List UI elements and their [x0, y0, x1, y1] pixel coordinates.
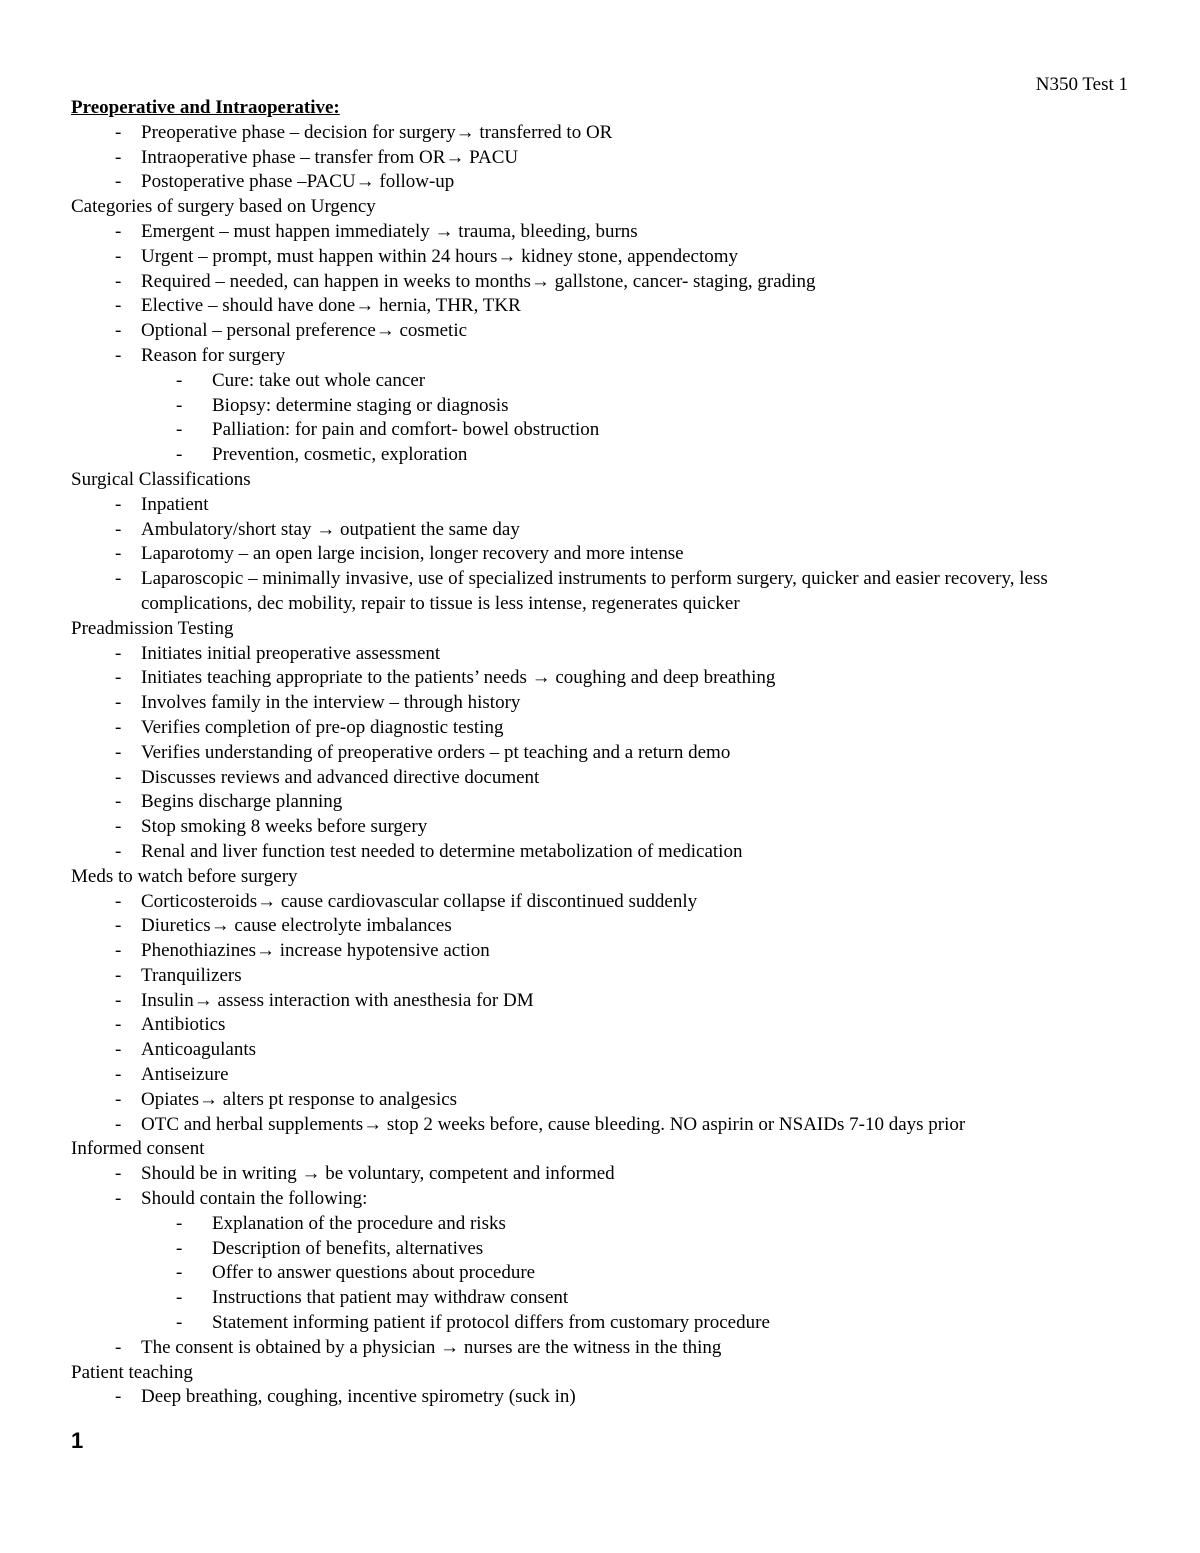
line-text: Description of benefits, alternatives	[212, 1237, 484, 1259]
notes-body	[71, 96, 1131, 1410]
bullet-dash: -	[115, 1064, 122, 1086]
line-text: Explanation of the procedure and risks	[212, 1212, 506, 1234]
line-text: Initiates initial preoperative assessment	[141, 642, 441, 664]
line-text: Meds to watch before surgery	[71, 865, 298, 887]
line-text: Renal and liver function test needed to determine metabolization of medication	[141, 840, 743, 862]
list-item	[71, 1113, 1131, 1138]
list-item	[71, 1013, 1131, 1038]
list-item	[71, 493, 1131, 518]
line-text: Involves family in the interview – through history	[141, 692, 521, 714]
list-item	[71, 220, 1131, 245]
section-title	[71, 96, 1131, 121]
bullet-dash: -	[176, 1237, 183, 1259]
bullet-dash: -	[115, 320, 122, 342]
list-item	[71, 1385, 1131, 1410]
line-text: Verifies completion of pre-op diagnostic testing	[141, 716, 504, 738]
sub-list-item	[71, 1212, 1131, 1237]
line-text: Statement informing patient if protocol differs from customary procedure	[212, 1312, 770, 1334]
bullet-dash: -	[115, 1014, 122, 1036]
list-item	[71, 1162, 1131, 1187]
line-text: Tranquilizers	[141, 964, 242, 986]
list-item	[71, 766, 1131, 791]
bullet-dash: -	[176, 419, 183, 441]
line-text: Informed consent	[71, 1138, 205, 1160]
sub-list-item	[71, 1237, 1131, 1262]
bullet-dash: -	[115, 940, 122, 962]
line-text: Phenothiazines→ increase hypotensive action	[141, 940, 490, 962]
bullet-dash: -	[115, 1039, 122, 1061]
bullet-dash: -	[115, 1336, 122, 1358]
list-item	[71, 1088, 1131, 1113]
sub-list-item	[71, 369, 1131, 394]
page-header: N350 Test 1	[1035, 74, 1128, 95]
bullet-dash: -	[115, 840, 122, 862]
list-item	[71, 542, 1131, 567]
bullet-dash: -	[115, 146, 122, 168]
line-text: Laparoscopic – minimally invasive, use of specialized instruments to perform surgery, quicker and easier recovery, less complications, dec mobility, repair to tissue is less intense, regenerates quicker	[141, 568, 1048, 614]
list-item	[71, 170, 1131, 195]
line-text: Prevention, cosmetic, exploration	[212, 444, 468, 466]
bullet-dash: -	[115, 716, 122, 738]
list-item	[71, 741, 1131, 766]
bullet-dash: -	[176, 369, 183, 391]
bullet-dash: -	[115, 667, 122, 689]
line-text: Should be in writing → be voluntary, competent and informed	[141, 1163, 615, 1185]
bullet-dash: -	[176, 1262, 183, 1284]
list-item	[71, 245, 1131, 270]
bullet-dash: -	[115, 890, 122, 912]
line-text: Intraoperative phase – transfer from OR→ PACU	[141, 146, 519, 168]
line-text: Reason for surgery	[141, 344, 286, 366]
bullet-dash: -	[115, 791, 122, 813]
line-text: Patient teaching	[71, 1361, 193, 1383]
line-text: Anticoagulants	[141, 1039, 257, 1061]
sub-list-item	[71, 394, 1131, 419]
list-item	[71, 1063, 1131, 1088]
list-item	[71, 989, 1131, 1014]
bullet-dash: -	[176, 1312, 183, 1334]
line-text: Begins discharge planning	[141, 791, 343, 813]
list-item	[71, 270, 1131, 295]
list-item	[71, 146, 1131, 171]
line-text: Required – needed, can happen in weeks to months→ gallstone, cancer- staging, grading	[141, 270, 816, 292]
line-text: Antibiotics	[141, 1014, 226, 1036]
line-text: Opiates→ alters pt response to analgesics	[141, 1088, 458, 1110]
line-text: Optional – personal preference→ cosmetic	[141, 320, 468, 342]
bullet-dash: -	[176, 444, 183, 466]
line-text: Cure: take out whole cancer	[212, 369, 426, 391]
line-text: Antiseizure	[141, 1064, 229, 1086]
bullet-dash: -	[115, 1113, 122, 1135]
bullet-dash: -	[115, 245, 122, 267]
list-item	[71, 939, 1131, 964]
bullet-dash: -	[176, 394, 183, 416]
list-item	[71, 1038, 1131, 1063]
line-text: Elective – should have done→ hernia, THR, TKR	[141, 295, 521, 317]
line-text: Verifies understanding of preoperative orders – pt teaching and a return demo	[141, 741, 731, 763]
bullet-dash: -	[115, 270, 122, 292]
list-item	[71, 691, 1131, 716]
list-item	[71, 716, 1131, 741]
line-text: Ambulatory/short stay → outpatient the same day	[141, 518, 520, 540]
bullet-dash: -	[115, 915, 122, 937]
line-text: Should contain the following:	[141, 1188, 368, 1210]
list-item	[71, 964, 1131, 989]
page-number: 1	[71, 1428, 84, 1453]
bullet-dash: -	[115, 543, 122, 565]
bullet-dash: -	[115, 1386, 122, 1408]
line-text: Biopsy: determine staging or diagnosis	[212, 394, 509, 416]
bullet-dash: -	[115, 964, 122, 986]
sub-list-item	[71, 1261, 1131, 1286]
line-text: Instructions that patient may withdraw consent	[212, 1287, 569, 1309]
list-item	[71, 344, 1131, 369]
line-text: Categories of surgery based on Urgency	[71, 196, 376, 218]
line-text: Laparotomy – an open large incision, longer recovery and more intense	[141, 543, 684, 565]
line-text: Preadmission Testing	[71, 617, 234, 639]
bullet-dash: -	[115, 171, 122, 193]
list-item	[71, 319, 1131, 344]
list-item	[71, 642, 1131, 667]
bullet-dash: -	[115, 741, 122, 763]
line-text: Diuretics→ cause electrolyte imbalances	[141, 915, 452, 937]
line-text: Palliation: for pain and comfort- bowel obstruction	[212, 419, 600, 441]
list-item	[71, 1336, 1131, 1361]
list-item	[71, 294, 1131, 319]
list-item	[71, 518, 1131, 543]
line-text: Urgent – prompt, must happen within 24 hours→ kidney stone, appendectomy	[141, 245, 739, 267]
section-heading	[71, 1137, 1131, 1162]
sub-list-item	[71, 1311, 1131, 1336]
section-heading	[71, 617, 1131, 642]
list-item	[71, 840, 1131, 865]
bullet-dash: -	[115, 816, 122, 838]
line-text: Discusses reviews and advanced directive document	[141, 766, 540, 788]
bullet-dash: -	[115, 766, 122, 788]
list-item	[71, 790, 1131, 815]
bullet-dash: -	[115, 518, 122, 540]
line-text: Offer to answer questions about procedure	[212, 1262, 536, 1284]
bullet-dash: -	[176, 1287, 183, 1309]
bullet-dash: -	[115, 1088, 122, 1110]
bullet-dash: -	[115, 344, 122, 366]
bullet-dash: -	[115, 493, 122, 515]
list-item	[71, 1187, 1131, 1212]
line-text: Corticosteroids→ cause cardiovascular collapse if discontinued suddenly	[141, 890, 698, 912]
line-text: Stop smoking 8 weeks before surgery	[141, 816, 428, 838]
bullet-dash: -	[115, 1163, 122, 1185]
line-text: Initiates teaching appropriate to the patients’ needs → coughing and deep breathing	[141, 667, 776, 689]
line-text: Postoperative phase –PACU→ follow-up	[141, 171, 455, 193]
line-text: The consent is obtained by a physician → nurses are the witness in the thing	[141, 1336, 722, 1358]
bullet-dash: -	[115, 692, 122, 714]
bullet-dash: -	[115, 295, 122, 317]
list-item	[71, 890, 1131, 915]
bullet-dash: -	[176, 1212, 183, 1234]
bullet-dash: -	[115, 642, 122, 664]
line-text: Emergent – must happen immediately → trauma, bleeding, burns	[141, 220, 638, 242]
list-item	[71, 567, 1131, 617]
bullet-dash: -	[115, 1188, 122, 1210]
line-text: Inpatient	[141, 493, 209, 515]
bullet-dash: -	[115, 568, 122, 590]
section-heading	[71, 468, 1131, 493]
line-text: Insulin→ assess interaction with anesthesia for DM	[141, 989, 534, 1011]
line-text: Deep breathing, coughing, incentive spirometry (suck in)	[141, 1386, 576, 1408]
sub-list-item	[71, 1286, 1131, 1311]
section-heading	[71, 1361, 1131, 1386]
list-item	[71, 121, 1131, 146]
bullet-dash: -	[115, 121, 122, 143]
sub-list-item	[71, 443, 1131, 468]
list-item	[71, 914, 1131, 939]
line-text: OTC and herbal supplements→ stop 2 weeks before, cause bleeding. NO aspirin or NSAIDs 7-10 days prior	[141, 1113, 966, 1135]
list-item	[71, 815, 1131, 840]
section-heading	[71, 195, 1131, 220]
list-item	[71, 666, 1131, 691]
line-text: Preoperative and Intraoperative:	[71, 97, 340, 118]
section-heading	[71, 865, 1131, 890]
bullet-dash: -	[115, 220, 122, 242]
bullet-dash: -	[115, 989, 122, 1011]
line-text: Preoperative phase – decision for surgery→ transferred to OR	[141, 121, 613, 143]
sub-list-item	[71, 418, 1131, 443]
line-text: Surgical Classifications	[71, 468, 251, 490]
